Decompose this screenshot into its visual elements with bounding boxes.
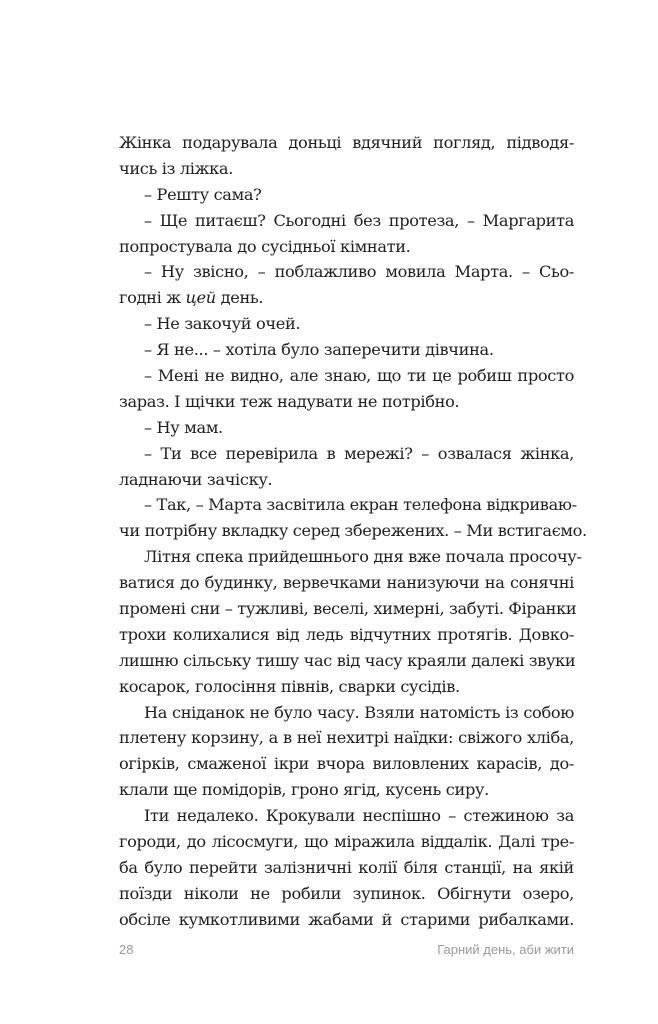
body-text bbox=[119, 130, 587, 933]
text-line: чись із ліжка. bbox=[119, 158, 234, 178]
text-segment: годні ж bbox=[119, 288, 186, 308]
text-line: косарок, голосіння півнів, сварки сусідів. bbox=[119, 676, 460, 696]
text-line: – Мені не видно, але знаю, що ти це робиш просто bbox=[144, 366, 574, 386]
text-line: зараз. І щічки теж надувати не потрібно. bbox=[119, 391, 460, 411]
text-line: Іти недалеко. Крокували неспішно – стежиною за bbox=[144, 806, 574, 826]
text-line: – Я не... – хотіла було заперечити дівчина. bbox=[144, 340, 494, 360]
text-line: чи потрібну вкладку серед збережених. – Ми встигаємо. bbox=[119, 521, 587, 541]
text-line: – Ну мам. bbox=[144, 417, 223, 437]
text-line: городи, до лісосмуги, що міражила віддалік. Далі тре- bbox=[119, 832, 574, 852]
text-line: На сніданок не було часу. Взяли натомість із собою bbox=[144, 702, 574, 722]
text-line: ладнаючи зачіску. bbox=[119, 469, 273, 489]
text-line: Жінка подарувала доньці вдячний погляд, підводя- bbox=[119, 133, 574, 152]
italic-word: цей bbox=[185, 288, 216, 308]
text-line: – Ще питаєш? Сьогодні без протеза, – Маргарита bbox=[144, 210, 574, 230]
text-line: ба було перейти залізничні колії біля станції, на якій bbox=[119, 857, 574, 877]
running-title: Гарний день, аби жити bbox=[437, 942, 574, 957]
text-line: поїзди ніколи не робили зупинок. Обігнути озеро, bbox=[119, 883, 574, 903]
text-segment: день. bbox=[215, 288, 264, 308]
page-number: 28 bbox=[119, 942, 134, 957]
text-line: клали ще помідорів, гроно ягід, кусень сиру. bbox=[119, 780, 489, 800]
text-line: плетену корзину, а в неї нехитрі наїдки: свіжого хліба, bbox=[119, 728, 574, 748]
text-line: ватися до будинку, вервечками нанизуючи на сонячні bbox=[119, 573, 574, 593]
text-line: – Не закочуй очей. bbox=[144, 314, 301, 334]
page-footer bbox=[119, 942, 574, 957]
text-line: попростувала до сусідньої кімнати. bbox=[119, 236, 411, 256]
text-line bbox=[119, 285, 574, 311]
text-line: трохи колихалися від ледь відчутних протягів. Довко- bbox=[119, 624, 574, 644]
text-line: – Ну звісно, – поблажливо мовила Марта. – Сьо- bbox=[144, 262, 574, 282]
text-line: обсіле кумкотливими жабами й старими рибалками. bbox=[119, 909, 574, 929]
text-line: – Так, – Марта засвітила екран телефона відкриваю- bbox=[144, 495, 577, 515]
text-line: огірків, смаженої ікри вчора виловлених карасів, до- bbox=[119, 754, 574, 774]
text-line: лишню сільську тишу час від часу краяли далекі звуки bbox=[119, 650, 576, 670]
text-line: – Ти все перевірила в мережі? – озвалася жінка, bbox=[144, 443, 574, 463]
text-line: – Решту сама? bbox=[144, 184, 262, 204]
text-line: Літня спека прийдешнього дня вже почала просочу- bbox=[144, 547, 582, 567]
text-line: промені сни – тужливі, веселі, химерні, забуті. Фіранки bbox=[119, 599, 577, 619]
